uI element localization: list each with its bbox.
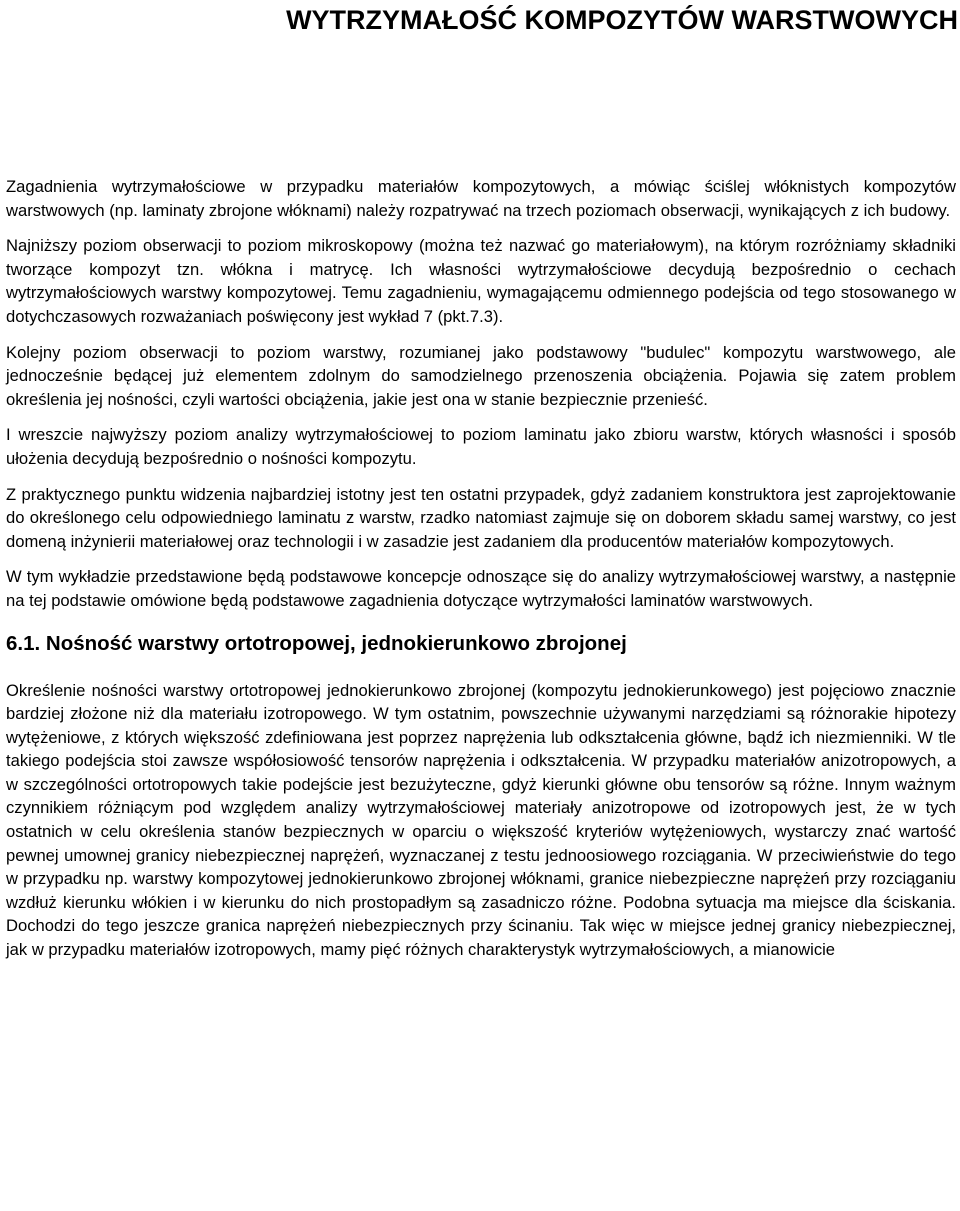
document-body [6,175,956,974]
paragraph-layer-level: Kolejny poziom obserwacji to poziom warstwy, rozumianej jako podstawowy "budulec" kompozytu warstwowego, ale jednocześnie będącej już elementem zdolnym do samodzielnego przenoszenia obciążenia. Pojawia się zatem problem określenia jej nośności, czyli wartości obciążenia, jakie jest ona w stanie bezpiecznie przenieść. [6,342,956,409]
paragraph-micro-level: Najniższy poziom obserwacji to poziom mikroskopowy (można też nazwać go materiałowym), na którym rozróżniamy składniki tworzące kompozyt tzn. włókna i matrycę. Ich własności wytrzymałościowe decydują bezpośrednio o cechach wytrzymałościowych warstwy kompozytowej. Temu zagadnieniu, wymagającemu odmiennego podejścia od tego stosowanego w dotychczasowych rozważaniach poświęcony jest wykład 7 (pkt.7.3). [6,236,956,326]
paragraph-lecture-scope: W tym wykładzie przedstawione będą podstawowe koncepcje odnoszące się do analizy wytrzymałościowej warstwy, a następnie na tej podstawie omówione będą podstawowe zagadnienia dotyczące wytrzymałości laminatów warstwowych. [6,567,956,610]
paragraph-intro: Zagadnienia wytrzymałościowe w przypadku materiałów kompozytowych, a mówiąc ściślej włóknistych kompozytów warstwowych (np. laminaty zbrojone włóknami) należy rozpatrywać na trzech poziomach obserwacji, wynikających z ich budowy. [6,177,956,220]
paragraph-section-body: Określenie nośności warstwy ortotropowej jednokierunkowo zbrojonej (kompozytu jednokierunkowego) jest pojęciowo znacznie bardziej złożone niż dla materiału izotropowego. W tym ostatnim, powszechnie używanymi narzędziami są różnorakie hipotezy wytężeniowe, z których większość zdefiniowana jest poprzez naprężenia lub odkształcenia główne, bądź ich niezmienniki. W tle takiego podejścia stoi zawsze współosiowość tensorów naprężenia i odkształcenia. W przypadku materiałów anizotropowych, a w szczególności ortotropowych takie podejście jest bezużyteczne, gdyż kierunki główne obu tensorów są różne. Innym ważnym czynnikiem różniącym pod względem analizy wytrzymałościowej materiały anizotropowe od izotropowych jest, że w tych ostatnich w celu określenia stanów bezpiecznych w oparciu o większość kryteriów wytężeniowych, wystarczy znać wartość pewnej umownej granicy niebezpiecznej naprężeń, wyznaczanej z testu jednoosiowego rozciągania. W przeciwieństwie do tego w przypadku np. warstwy kompozytowej jednokierunkowo zbrojonej włóknami, granice niebezpieczne naprężeń przy rozciąganiu wzdłuż kierunku włókien i w kierunku do nich prostopadłym są zasadniczo różne. Podobna sytuacja ma miejsce dla ściskania. Dochodzi do tego jeszcze granica naprężeń niebezpiecznych przy ścinaniu. Tak więc w miejsce jednej granicy niebezpiecznej, jak w przypadku materiałów izotropowych, mamy pięć różnych charakterystyk wytrzymałościowych, a mianowicie [6,680,956,960]
paragraph-laminate-level: I wreszcie najwyższy poziom analizy wytrzymałościowej to poziom laminatu jako zbioru warstw, których własności i sposób ułożenia decydują bezpośrednio o nośności kompozytu. [6,425,956,468]
document-title: WYTRZYMAŁOŚĆ KOMPOZYTÓW WARSTWOWYCH [286,5,958,35]
section-heading: 6.1. Nośność warstwy ortotropowej, jednokierunkowo zbrojonej [6,631,627,655]
paragraph-practical: Z praktycznego punktu widzenia najbardziej istotny jest ten ostatni przypadek, gdyż zadaniem konstruktora jest zaprojektowanie do określonego celu odpowiedniego laminatu z warstw, rzadko natomiast zajmuje się on doborem składu samej warstwy, co jest domeną inżynierii materiałowej oraz technologii i w zasadzie jest zadaniem dla producentów materiałów kompozytowych. [6,484,956,551]
